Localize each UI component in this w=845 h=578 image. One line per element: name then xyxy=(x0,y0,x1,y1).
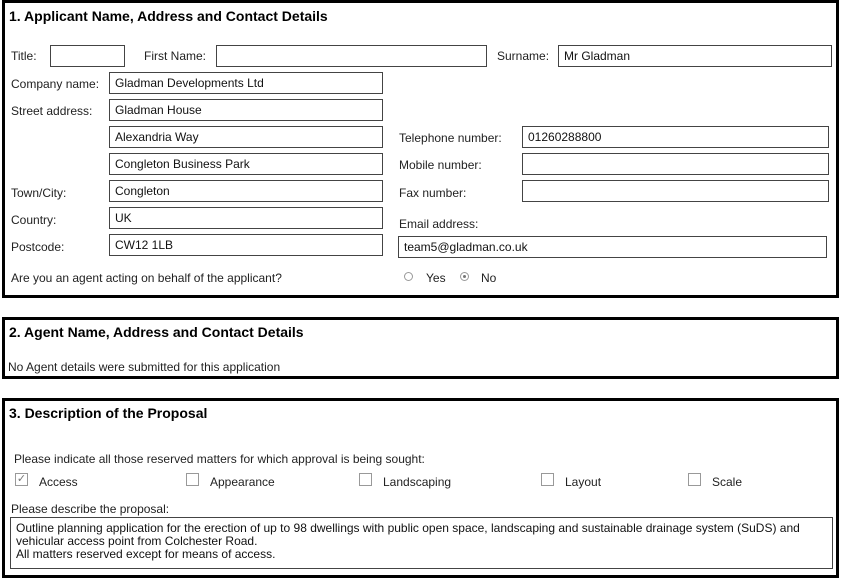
landscaping-label: Landscaping xyxy=(383,475,452,489)
appearance-checkbox[interactable] xyxy=(186,473,199,486)
no-radio[interactable] xyxy=(460,272,469,281)
description-line: All matters reserved except for means of access. xyxy=(16,547,276,561)
surname-field[interactable]: Mr Gladman xyxy=(558,45,832,67)
landscaping-checkbox[interactable] xyxy=(359,473,372,486)
scale-checkbox[interactable] xyxy=(688,473,701,486)
agent-section xyxy=(2,317,839,379)
first-name-label: First Name: xyxy=(144,49,207,63)
proposal-section xyxy=(2,398,839,578)
access-label: Access xyxy=(39,475,78,489)
title-field[interactable] xyxy=(50,45,125,67)
country-label: Country: xyxy=(11,213,57,227)
yes-label: Yes xyxy=(426,271,446,285)
layout-checkbox[interactable] xyxy=(541,473,554,486)
mobile-label: Mobile number: xyxy=(399,158,482,172)
street-line3-field[interactable]: Congleton Business Park xyxy=(109,153,383,175)
section-title: 1. Applicant Name, Address and Contact Details xyxy=(9,8,328,24)
description-line: vehicular access point from Colchester Road. xyxy=(16,534,258,548)
title-label: Title: xyxy=(11,49,37,63)
section-title: 2. Agent Name, Address and Contact Details xyxy=(9,324,304,340)
reserved-matters-instruction: Please indicate all those reserved matters for which approval is being sought: xyxy=(14,452,425,466)
agent-question: Are you an agent acting on behalf of the applicant? xyxy=(11,271,282,285)
email-label: Email address: xyxy=(399,217,479,231)
email-field[interactable]: team5@gladman.co.uk xyxy=(398,236,827,258)
company-field[interactable]: Gladman Developments Ltd xyxy=(109,72,383,94)
no-agent-message: No Agent details were submitted for this application xyxy=(8,360,281,374)
country-field[interactable]: UK xyxy=(109,207,383,229)
appearance-label: Appearance xyxy=(210,475,275,489)
proposal-description[interactable] xyxy=(10,517,833,569)
postcode-label: Postcode: xyxy=(11,240,65,254)
telephone-field[interactable]: 01260288800 xyxy=(522,126,829,148)
section-title: 3. Description of the Proposal xyxy=(9,405,208,421)
telephone-label: Telephone number: xyxy=(399,131,502,145)
company-label: Company name: xyxy=(11,77,100,91)
street-line2-field[interactable]: Alexandria Way xyxy=(109,126,383,148)
mobile-field[interactable] xyxy=(522,153,829,175)
access-checkbox[interactable]: ✓ xyxy=(16,473,27,485)
postcode-field[interactable]: CW12 1LB xyxy=(109,234,383,256)
no-label: No xyxy=(481,271,497,285)
surname-label: Surname: xyxy=(497,49,550,63)
street-line1-field[interactable]: Gladman House xyxy=(109,99,383,121)
town-field[interactable]: Congleton xyxy=(109,180,383,202)
layout-label: Layout xyxy=(565,475,602,489)
applicant-section xyxy=(2,0,839,298)
yes-radio[interactable] xyxy=(404,272,413,281)
first-name-field[interactable] xyxy=(216,45,487,67)
street-label: Street address: xyxy=(11,104,93,118)
scale-label: Scale xyxy=(712,475,743,489)
description-line: Outline planning application for the erection of up to 98 dwellings with public open space, landscaping and sustainable drainage system (SuDS) and xyxy=(16,521,800,535)
fax-field[interactable] xyxy=(522,180,829,202)
town-label: Town/City: xyxy=(11,186,67,200)
describe-label: Please describe the proposal: xyxy=(11,502,170,516)
fax-label: Fax number: xyxy=(399,186,467,200)
